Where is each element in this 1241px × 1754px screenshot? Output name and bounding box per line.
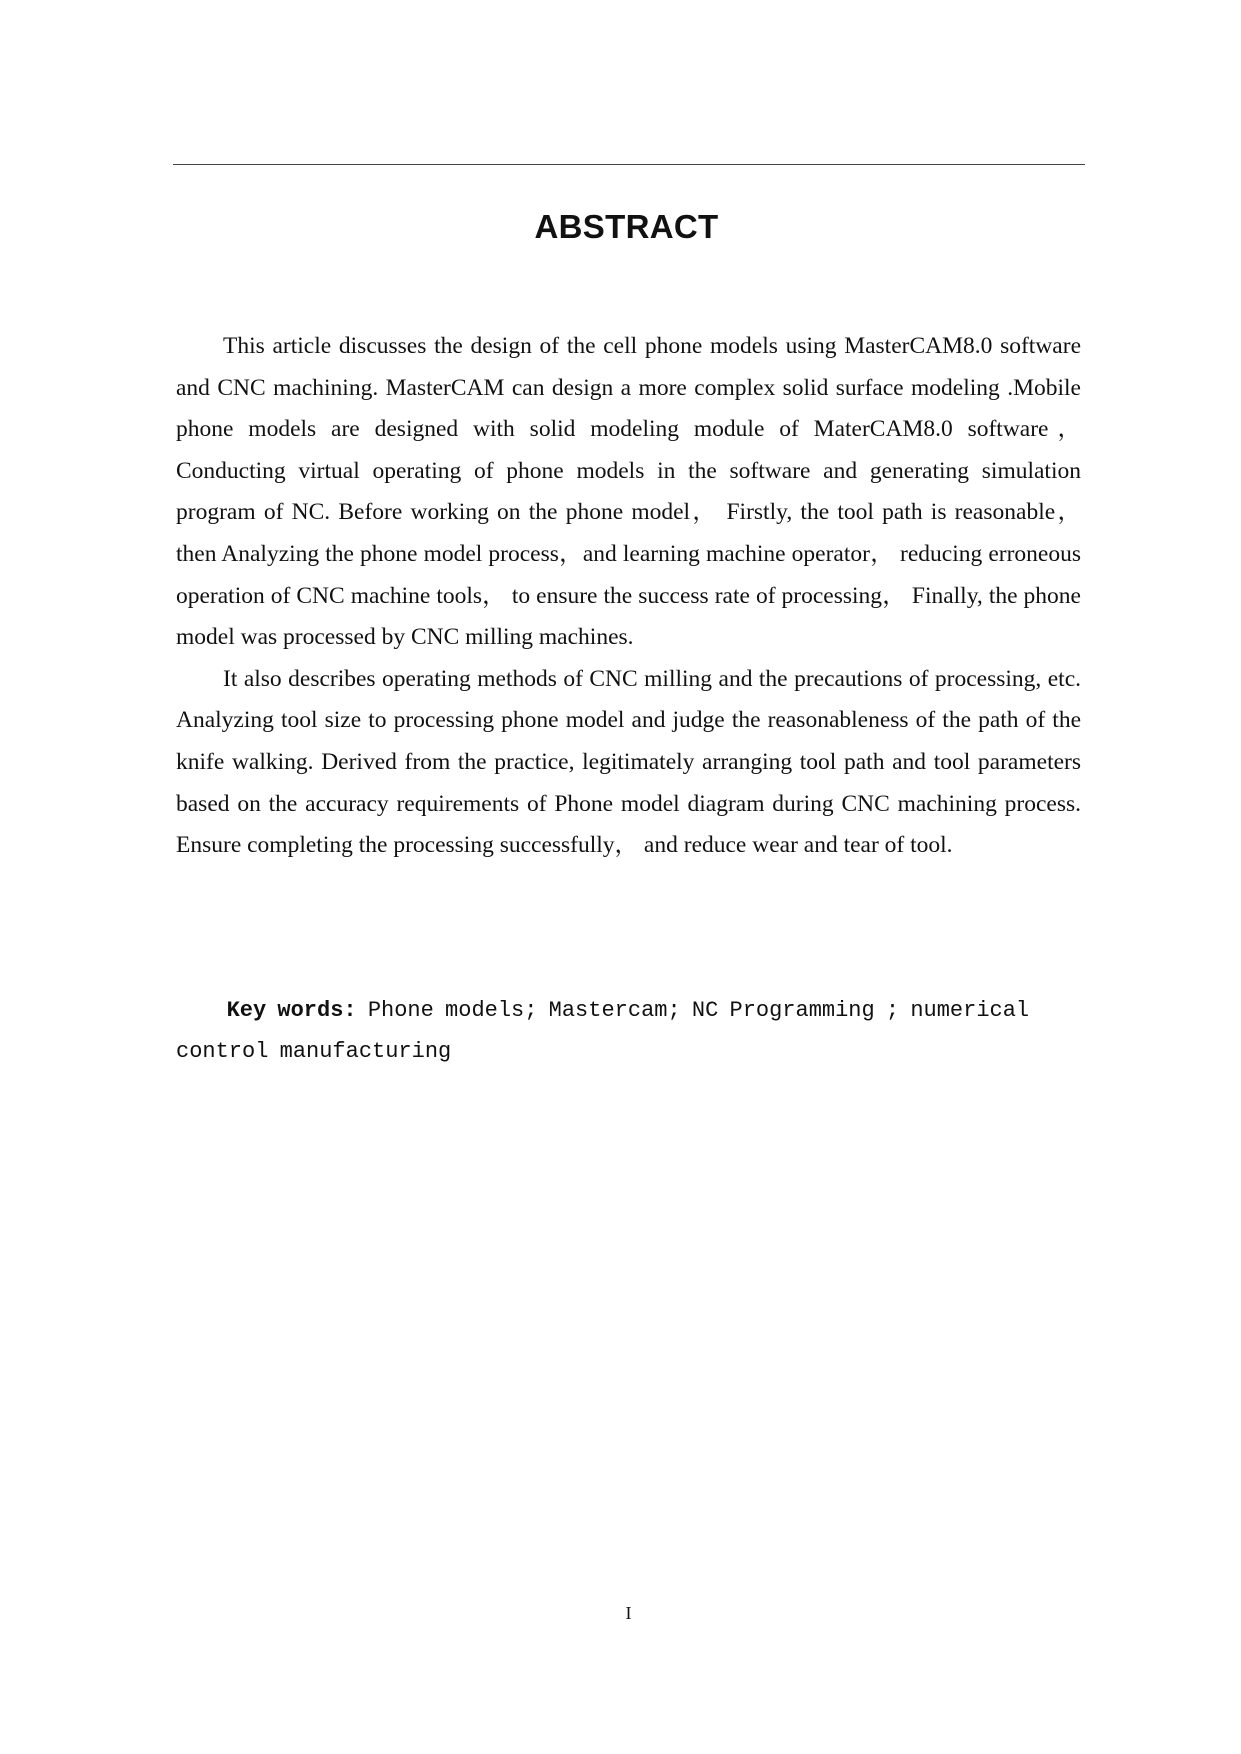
keywords-label: Key words: [226, 998, 357, 1023]
keywords-text: Phone models; Mastercam; NC Programming ; numerical control manufacturing [176, 998, 1030, 1064]
page-number: I [625, 1603, 632, 1623]
abstract-body [176, 326, 1081, 867]
keywords-line [176, 990, 1111, 1072]
header-rule [173, 164, 1085, 165]
abstract-paragraph-1: This article discusses the design of the cell phone models using MasterCAM8.0 software and CNC machining. MasterCAM can design a more complex solid surface modeling .Mobile phone models are designed with solid modeling module of MaterCAM8.0 software， Conducting virtual operating of phone models in the software and generating simulation program of NC. Before working on the phone model， Firstly, the tool path is reasonable，then Analyzing the phone model process，and learning machine operator， reducing erroneous operation of CNC machine tools， to ensure the success rate of processing， Finally, the phone model was processed by CNC milling machines. [176, 333, 1081, 651]
abstract-paragraph-2: It also describes operating methods of CNC milling and the precautions of processing, etc. Analyzing tool size to processing phone model and judge the reasonableness of the path of the knife walking. Derived from the practice, legitimately arranging tool path and tool parameters based on the accuracy requirements of Phone model diagram during CNC machining process. Ensure completing the processing successfully， and reduce wear and tear of tool. [176, 665, 1081, 859]
page-title: ABSTRACT [534, 208, 719, 245]
